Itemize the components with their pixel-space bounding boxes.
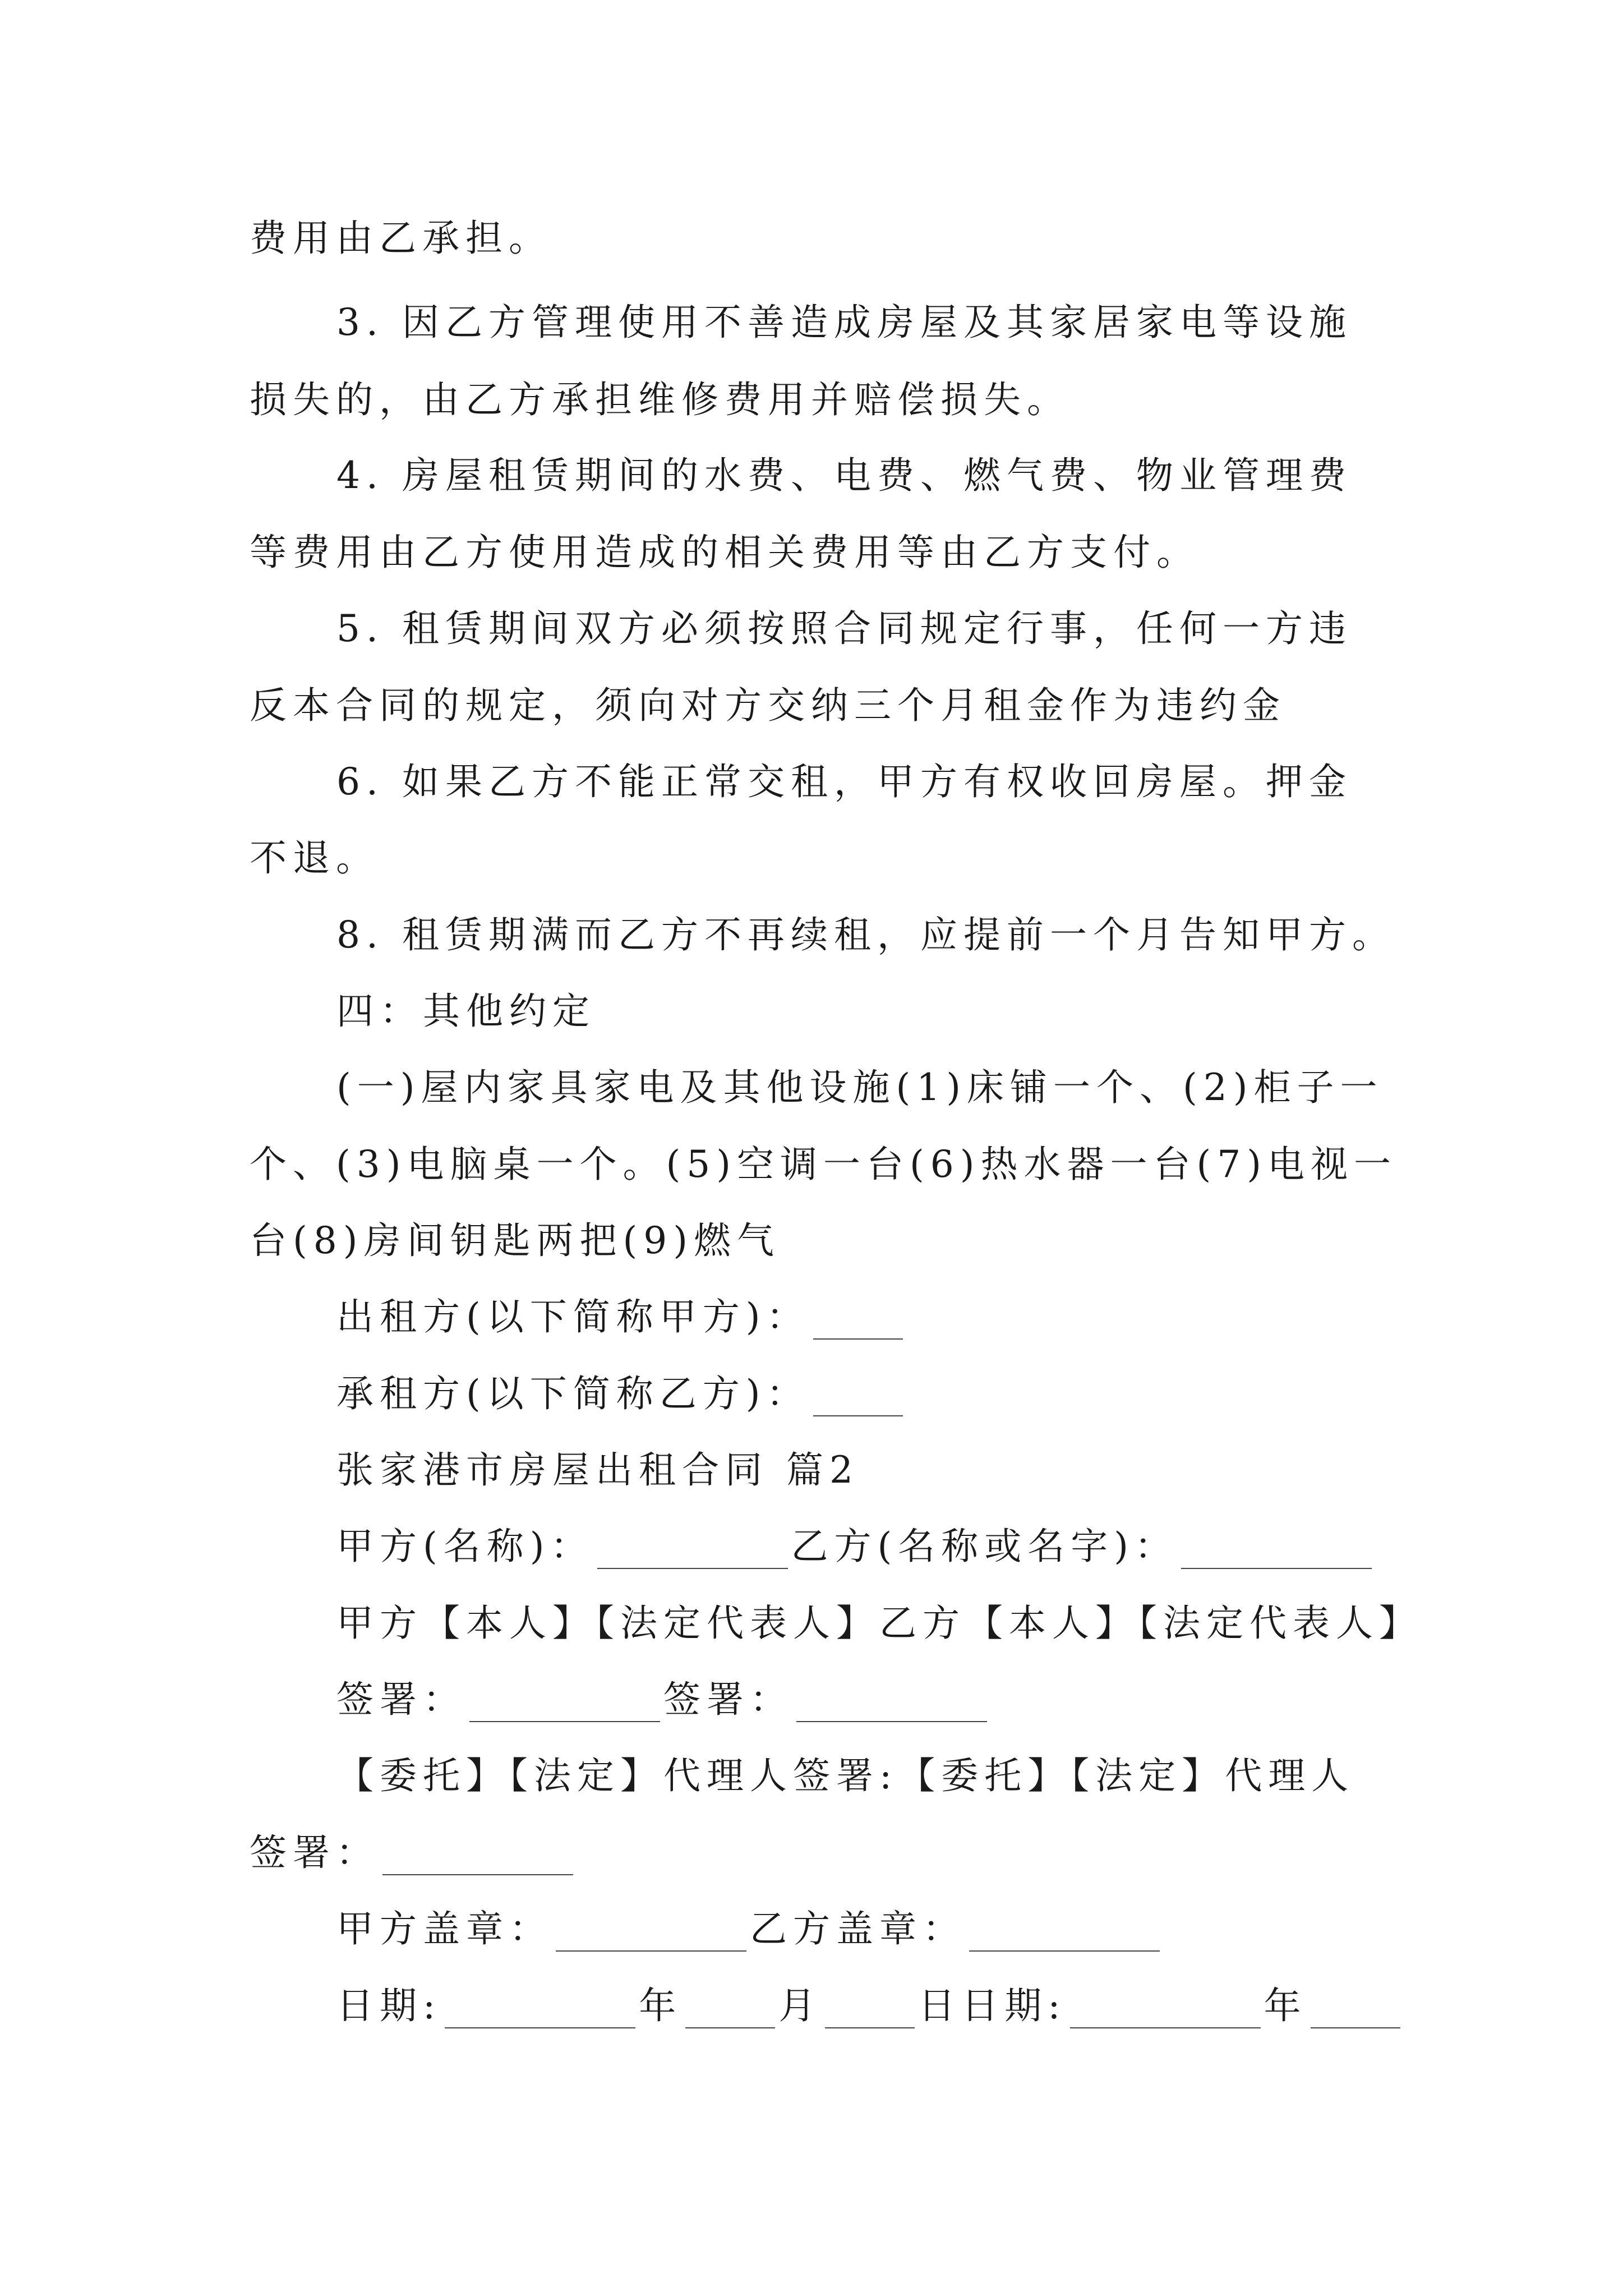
party-b-name-blank — [1181, 1533, 1372, 1569]
text-line: 费用由乙承担。 — [250, 217, 552, 260]
contract-title: 张家港市房屋出租合同 篇2 — [336, 1448, 859, 1492]
section-heading: 四：其他约定 — [336, 990, 596, 1033]
agent-sign-label: 签署： — [250, 1831, 379, 1874]
agent-line: 【委托】【法定】代理人签署:【委托】【法定】代理人 — [336, 1754, 1355, 1797]
date-label: 日期: — [336, 1984, 442, 2027]
sign-blank — [469, 1686, 660, 1722]
party-names-line — [336, 1524, 1375, 1569]
date-month-blank — [1311, 1993, 1400, 2028]
party-b-name-label: 乙方(名称或名字)： — [791, 1525, 1178, 1568]
sign-label: 签署： — [336, 1678, 466, 1721]
text-line: 4. 房屋租赁期间的水费、电费、燃气费、物业管理费 — [336, 454, 1352, 497]
sign-label: 签署： — [663, 1678, 793, 1721]
text-line: 个、(3)电脑桌一个。(5)空调一台(6)热水器一台(7)电视一 — [250, 1143, 1397, 1186]
date-line — [336, 1984, 1404, 2028]
party-a-name-label: 甲方(名称)： — [336, 1525, 594, 1568]
lessor-line — [336, 1295, 906, 1340]
text-line: 台(8)房间钥匙两把(9)燃气 — [250, 1219, 780, 1262]
lessee-label: 承租方(以下简称乙方)： — [336, 1372, 810, 1415]
lessor-label: 出租方(以下简称甲方)： — [336, 1295, 810, 1338]
seal-b-blank — [969, 1916, 1160, 1952]
agent-signature-line — [250, 1830, 577, 1875]
text-line: 5. 租赁期间双方必须按照合同规定行事，任何一方违 — [336, 607, 1352, 650]
text-line: 等费用由乙方使用造成的相关费用等由乙方支付。 — [250, 531, 1200, 574]
date-month-blank — [685, 1993, 775, 2028]
text-line: 8. 租赁期满而乙方不再续租，应提前一个月告知甲方。 — [336, 913, 1395, 956]
text-line: 不退。 — [250, 836, 379, 880]
date-day-blank — [825, 1993, 915, 2028]
lessee-line — [336, 1372, 906, 1416]
year-label: 年 — [1264, 1984, 1307, 2027]
seal-b-label: 乙方盖章： — [750, 1907, 966, 1950]
text-line: (一)屋内家具家电及其他设施(1)床铺一个、(2)柜子一 — [336, 1066, 1384, 1109]
text-line: 反本合同的规定，须向对方交纳三个月租金作为违约金 — [250, 684, 1286, 727]
date-year-blank — [1070, 1993, 1261, 2028]
sign-blank — [796, 1686, 987, 1722]
representative-line: 甲方【本人】【法定代表人】乙方【本人】【法定代表人】 — [336, 1602, 1422, 1645]
seal-a-blank — [556, 1916, 746, 1952]
text-line: 损失的，由乙方承担维修费用并赔偿损失。 — [250, 378, 1070, 421]
day-date-label: 日日期: — [918, 1984, 1067, 2027]
party-a-name-blank — [597, 1533, 788, 1569]
seal-line — [336, 1907, 1163, 1952]
year-label: 年 — [639, 1984, 683, 2027]
seal-a-label: 甲方盖章： — [336, 1907, 552, 1950]
text-line: 3. 因乙方管理使用不善造成房屋及其家居家电等设施 — [336, 301, 1352, 344]
text-line: 6. 如果乙方不能正常交租，甲方有权收回房屋。押金 — [336, 760, 1352, 803]
lessor-blank — [813, 1304, 903, 1340]
agent-sign-blank — [382, 1839, 573, 1875]
date-year-blank — [445, 1993, 635, 2028]
month-label: 月 — [778, 1984, 822, 2027]
signature-line — [336, 1677, 990, 1722]
lessee-blank — [813, 1381, 903, 1416]
